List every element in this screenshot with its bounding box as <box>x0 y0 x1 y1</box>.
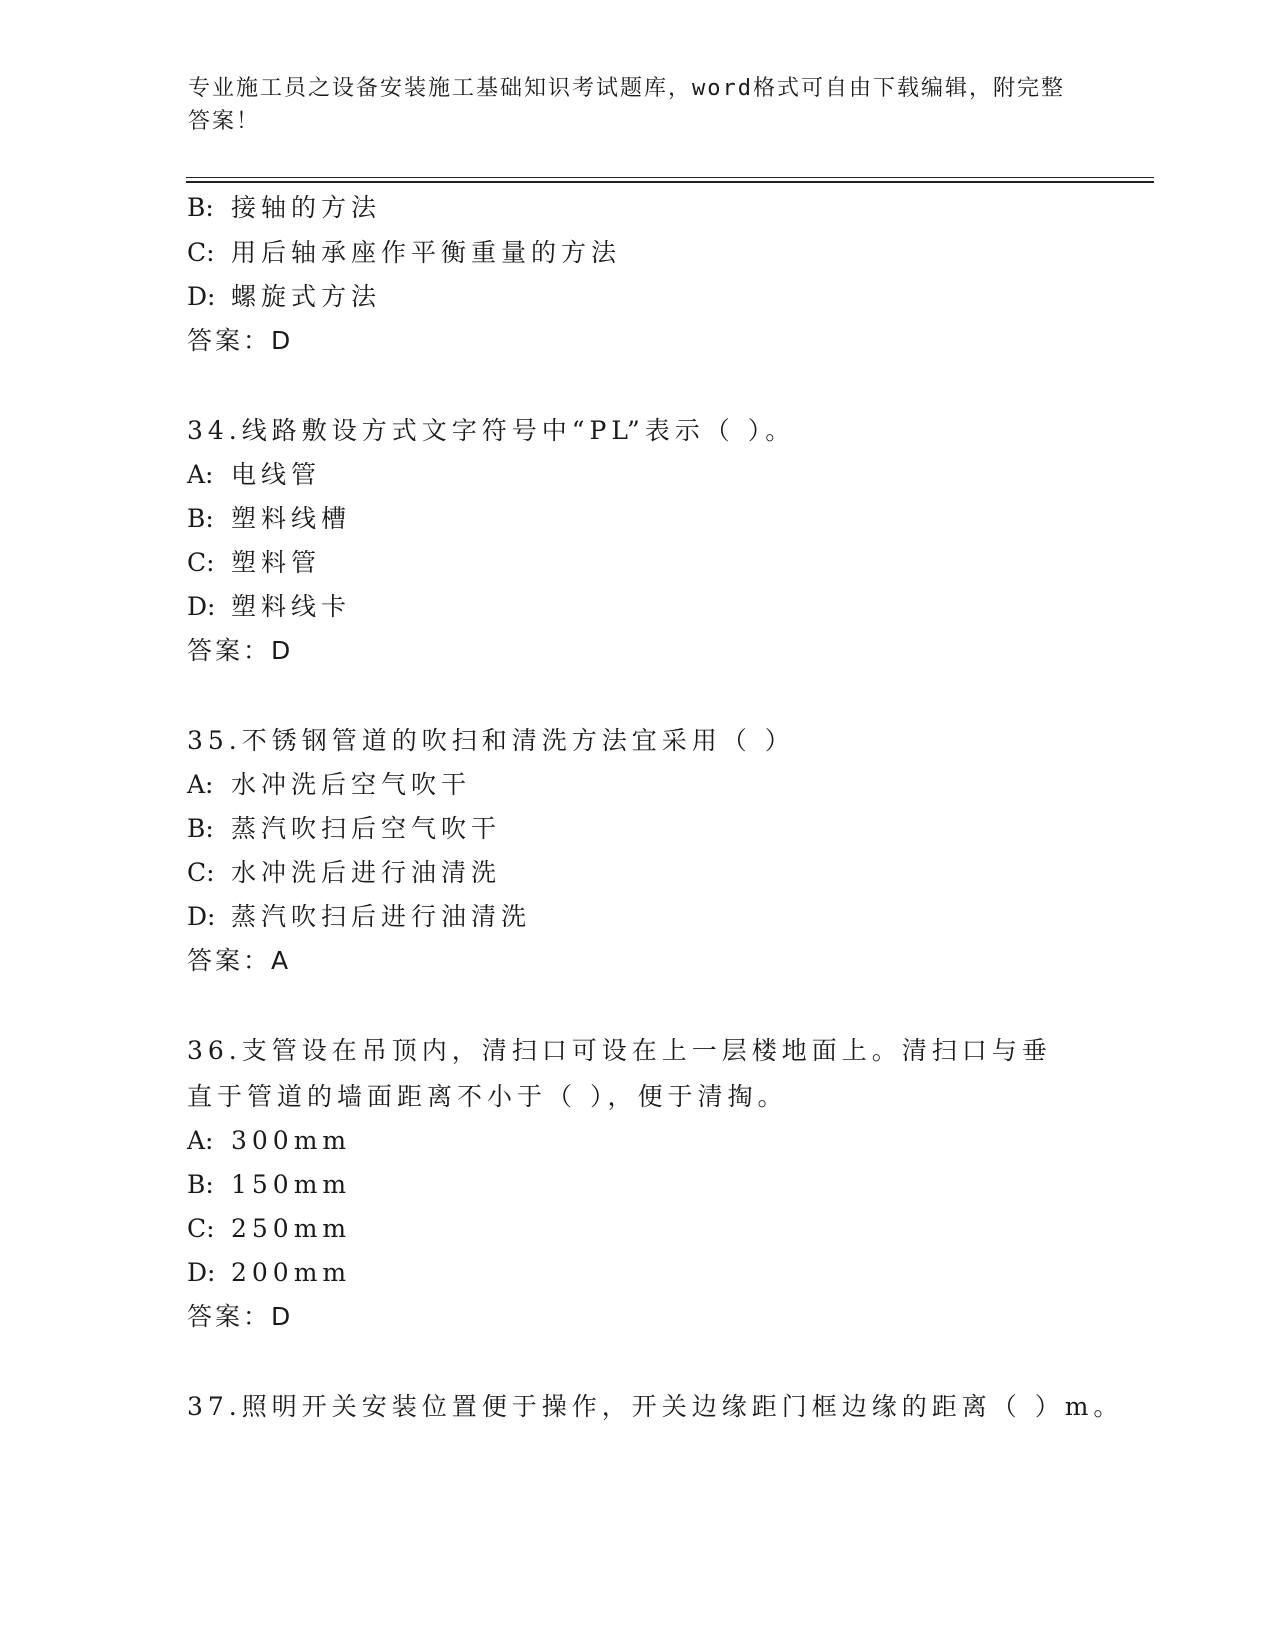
q33-option-d: D: 螺旋式方法 <box>187 282 382 311</box>
q34-question: 34.线路敷设方式文字符号中“PL”表示（ ）。 <box>187 416 796 445</box>
q34-option-a: A: 电线管 <box>187 460 322 489</box>
q33-option-c: C: 用后轴承座作平衡重量的方法 <box>187 238 622 267</box>
header-divider-thin <box>186 177 1154 178</box>
q36-option-b: B: 150mm <box>187 1170 352 1199</box>
q33-option-b: B: 接轴的方法 <box>187 193 382 222</box>
q36-question: 36.支管设在吊顶内，清扫口可设在上一层楼地面上。清扫口与垂直于管道的墙面距离不小于（ ），便于清掏。 <box>187 1036 1052 1111</box>
q35-option-c: C: 水冲洗后进行油清洗 <box>187 858 502 887</box>
q34-option-d: D: 塑料线卡 <box>187 592 352 621</box>
document-header: 专业施工员之设备安装施工基础知识考试题库，word格式可自由下载编辑，附完整答案！ <box>188 76 1065 134</box>
q37-question: 37.照明开关安装位置便于操作，开关边缘距门框边缘的距离（ ）m。 <box>187 1392 1124 1421</box>
q35-question: 35.不锈钢管道的吹扫和清洗方法宜采用（ ） <box>187 726 795 755</box>
q35-option-b: B: 蒸汽吹扫后空气吹干 <box>187 814 502 843</box>
q33-answer: 答案：D <box>187 326 294 355</box>
q35-option-d: D: 蒸汽吹扫后进行油清洗 <box>187 902 532 931</box>
q34-option-c: C: 塑料管 <box>187 548 322 577</box>
q35-answer: 答案：A <box>187 946 292 975</box>
header-divider-thick <box>186 181 1154 183</box>
q34-option-b: B: 塑料线槽 <box>187 504 352 533</box>
q36-option-a: A: 300mm <box>187 1126 352 1155</box>
q34-answer: 答案：D <box>187 636 294 665</box>
q35-option-a: A: 水冲洗后空气吹干 <box>187 770 472 799</box>
q36-option-c: C: 250mm <box>187 1214 352 1243</box>
q36-answer: 答案：D <box>187 1302 294 1331</box>
q36-option-d: D: 200mm <box>187 1258 352 1287</box>
